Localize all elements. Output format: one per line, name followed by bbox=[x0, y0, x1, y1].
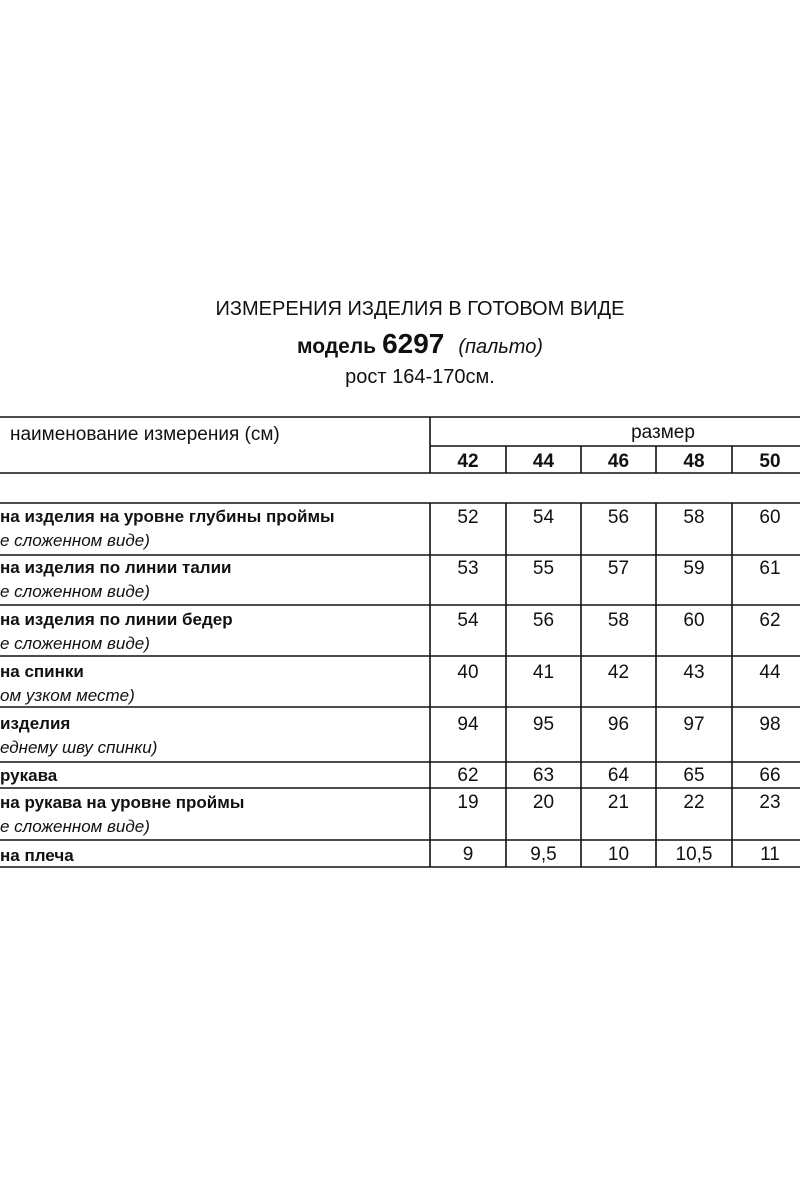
row-2-sub: е сложенном виде) bbox=[0, 582, 150, 601]
row-5-val-46: 96 bbox=[607, 714, 630, 735]
row-5-name: изделия bbox=[0, 714, 71, 733]
row-1-val-48: 58 bbox=[683, 507, 705, 528]
row-6-val-44: 63 bbox=[532, 765, 555, 786]
size-44: 44 bbox=[532, 451, 555, 472]
row-4-val-48: 43 bbox=[683, 662, 705, 683]
row-6-val-42: 62 bbox=[457, 765, 479, 786]
row-8-val-50: 11 bbox=[760, 844, 780, 865]
row-7-val-46: 21 bbox=[607, 792, 630, 813]
size-50: 50 bbox=[759, 451, 781, 472]
row-7-sub: е сложенном виде) bbox=[0, 817, 150, 836]
row-6-val-46: 64 bbox=[607, 765, 630, 786]
row-1-val-50: 60 bbox=[759, 507, 781, 528]
row-4-val-46: 42 bbox=[607, 662, 630, 683]
row-7-val-44: 20 bbox=[532, 792, 555, 813]
model-prefix: модель bbox=[297, 335, 377, 358]
height-line: рост 164-170см. bbox=[345, 366, 495, 388]
row-2-val-46: 57 bbox=[607, 558, 630, 579]
row-4-val-42: 40 bbox=[457, 662, 479, 683]
row-7-val-42: 19 bbox=[457, 792, 479, 813]
row-4-val-44: 41 bbox=[532, 662, 555, 683]
row-3-val-42: 54 bbox=[457, 610, 479, 631]
row-8-val-46: 10 bbox=[607, 844, 630, 865]
row-6-val-48: 65 bbox=[683, 765, 705, 786]
row-2-val-42: 53 bbox=[457, 558, 479, 579]
row-8-val-48: 10,5 bbox=[675, 844, 713, 865]
row-3-val-50: 62 bbox=[759, 610, 781, 631]
row-3-sub: е сложенном виде) bbox=[0, 634, 150, 653]
row-3-val-44: 56 bbox=[532, 610, 555, 631]
model-number: 6297 bbox=[382, 328, 445, 359]
row-2-name: на изделия по линии талии bbox=[0, 558, 232, 577]
row-4-val-50: 44 bbox=[759, 662, 781, 683]
size-42: 42 bbox=[457, 451, 479, 472]
row-2-val-48: 59 bbox=[683, 558, 705, 579]
row-5-val-50: 98 bbox=[759, 714, 781, 735]
row-6-name: рукава bbox=[0, 766, 58, 785]
measurement-name-header: наименование измерения (см) bbox=[10, 424, 280, 445]
row-7-val-48: 22 bbox=[683, 792, 705, 813]
row-3-val-48: 60 bbox=[683, 610, 705, 631]
document-title: ИЗМЕРЕНИЯ ИЗДЕЛИЯ В ГОТОВОМ ВИДЕ bbox=[215, 298, 625, 320]
row-1-val-46: 56 bbox=[607, 507, 630, 528]
row-5-val-42: 94 bbox=[457, 714, 479, 735]
row-5-sub: еднему шву спинки) bbox=[0, 738, 158, 757]
model-line bbox=[0, 328, 800, 360]
row-6-val-50: 66 bbox=[759, 765, 781, 786]
size-header: размер bbox=[631, 422, 695, 443]
row-5-val-48: 97 bbox=[683, 714, 705, 735]
size-48: 48 bbox=[683, 451, 705, 472]
row-3-val-46: 58 bbox=[607, 610, 630, 631]
row-2-val-50: 61 bbox=[759, 558, 781, 579]
row-8-name: на плеча bbox=[0, 846, 74, 865]
row-8-val-42: 9 bbox=[462, 844, 474, 865]
row-7-val-50: 23 bbox=[759, 792, 781, 813]
row-1-val-42: 52 bbox=[457, 507, 479, 528]
row-1-sub: е сложенном виде) bbox=[0, 531, 150, 550]
row-3-name: на изделия по линии бедер bbox=[0, 610, 233, 629]
row-1-val-44: 54 bbox=[532, 507, 555, 528]
model-type: (пальто) bbox=[458, 336, 543, 358]
size-46: 46 bbox=[607, 451, 630, 472]
row-7-name: на рукава на уровне проймы bbox=[0, 793, 245, 812]
row-1-name: на изделия на уровне глубины проймы bbox=[0, 507, 335, 526]
row-8-val-44: 9,5 bbox=[530, 844, 557, 865]
row-5-val-44: 95 bbox=[532, 714, 555, 735]
row-2-val-44: 55 bbox=[532, 558, 555, 579]
row-4-sub: ом узком месте) bbox=[0, 686, 135, 705]
row-4-name: на спинки bbox=[0, 662, 84, 681]
